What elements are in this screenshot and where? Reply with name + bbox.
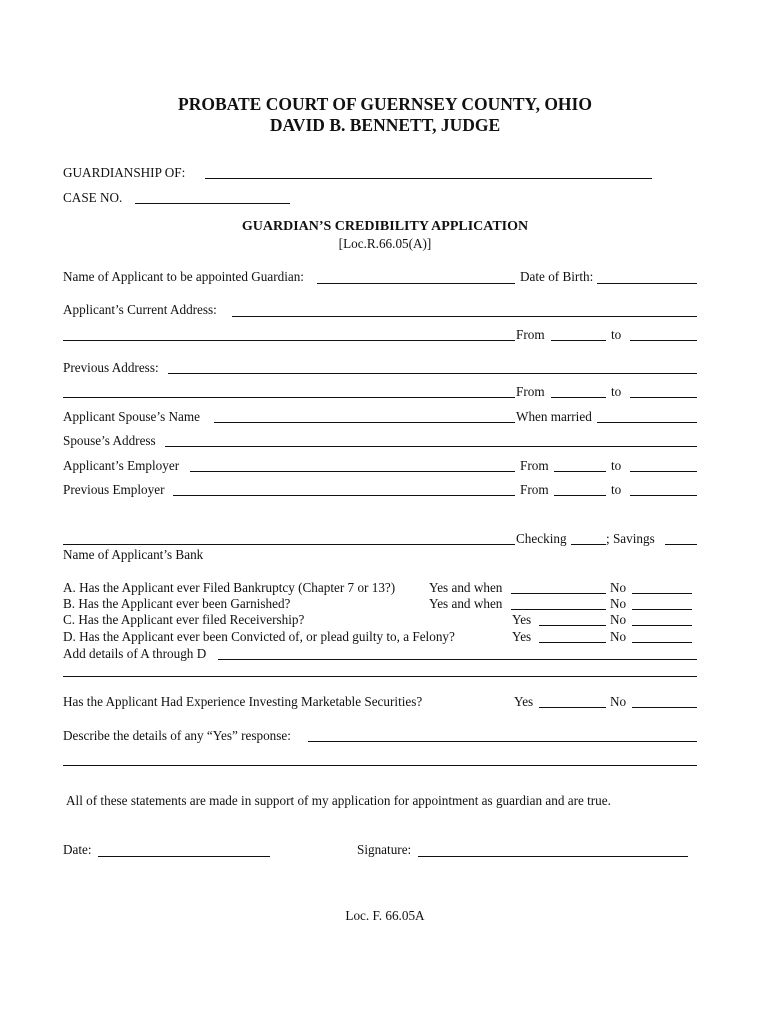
question-b-no-label: No bbox=[610, 596, 627, 611]
employer-field[interactable] bbox=[190, 471, 515, 472]
current-address-field[interactable] bbox=[232, 316, 697, 317]
current-from-label: From bbox=[516, 327, 545, 342]
question-b-yes-field[interactable] bbox=[511, 609, 606, 610]
employer-from-field[interactable] bbox=[554, 471, 606, 472]
savings-label: ; Savings bbox=[606, 531, 655, 546]
previous-address-line2[interactable] bbox=[63, 397, 515, 398]
checking-field[interactable] bbox=[571, 544, 606, 545]
question-a-no-field[interactable] bbox=[632, 593, 692, 594]
question-b-no-field[interactable] bbox=[632, 609, 692, 610]
bank-field[interactable] bbox=[63, 544, 515, 545]
case-no-field[interactable] bbox=[135, 203, 290, 204]
dob-field[interactable] bbox=[597, 283, 697, 284]
spouse-name-field[interactable] bbox=[214, 422, 515, 423]
investing-no-label: No bbox=[610, 694, 627, 709]
investing-yes-field[interactable] bbox=[539, 707, 606, 708]
question-c-no-field[interactable] bbox=[632, 625, 692, 626]
question-b-yes-label: Yes and when bbox=[429, 596, 503, 611]
question-a-yes-field[interactable] bbox=[511, 593, 606, 594]
signature-label: Signature: bbox=[357, 842, 412, 857]
prev-employer-to-field[interactable] bbox=[630, 495, 697, 496]
employer-from-label: From bbox=[520, 458, 549, 473]
form-title: GUARDIAN’S CREDIBILITY APPLICATION bbox=[241, 219, 529, 234]
question-c-yes-field[interactable] bbox=[539, 625, 606, 626]
when-married-label: When married bbox=[516, 409, 592, 424]
question-d-no-label: No bbox=[610, 629, 627, 644]
question-b: B. Has the Applicant ever been Garnished? bbox=[63, 596, 291, 611]
question-a: A. Has the Applicant ever Filed Bankruptcy (Chapter 7 or 13?) bbox=[63, 580, 396, 595]
prev-employer-from-label: From bbox=[520, 482, 549, 497]
question-d-yes-field[interactable] bbox=[539, 642, 606, 643]
judge-name: DAVID B. BENNETT, JUDGE bbox=[269, 115, 501, 135]
signature-field[interactable] bbox=[418, 856, 688, 857]
describe-line2[interactable] bbox=[63, 765, 697, 766]
current-address-label: Applicant’s Current Address: bbox=[63, 302, 217, 317]
savings-field[interactable] bbox=[665, 544, 697, 545]
current-address-line2[interactable] bbox=[63, 340, 515, 341]
question-a-yes-label: Yes and when bbox=[429, 580, 503, 595]
applicant-name-field[interactable] bbox=[317, 283, 515, 284]
guardianship-field[interactable] bbox=[205, 178, 652, 179]
checking-label: Checking bbox=[516, 531, 567, 546]
spouse-name-label: Applicant Spouse’s Name bbox=[63, 409, 200, 424]
when-married-field[interactable] bbox=[597, 422, 697, 423]
investing-question: Has the Applicant Had Experience Investing Marketable Securities? bbox=[63, 694, 423, 709]
form-footer: Loc. F. 66.05A bbox=[345, 908, 425, 923]
current-to-field[interactable] bbox=[630, 340, 697, 341]
employer-to-label: to bbox=[611, 458, 622, 473]
spouse-address-field[interactable] bbox=[165, 446, 697, 447]
prev-employer-to-label: to bbox=[611, 482, 622, 497]
previous-employer-label: Previous Employer bbox=[63, 482, 165, 497]
question-d: D. Has the Applicant ever been Convicted of, or plead guilty to, a Felony? bbox=[63, 629, 455, 644]
previous-from-field[interactable] bbox=[551, 397, 606, 398]
question-a-no-label: No bbox=[610, 580, 627, 595]
investing-yes-label: Yes bbox=[514, 694, 534, 709]
statement-text: All of these statements are made in support of my application for appointment as guardian and are true. bbox=[66, 793, 611, 808]
guardianship-label: GUARDIANSHIP OF: bbox=[63, 165, 186, 180]
add-details-line2[interactable] bbox=[63, 676, 697, 677]
investing-no-field[interactable] bbox=[632, 707, 697, 708]
previous-to-label: to bbox=[611, 384, 622, 399]
question-d-yes-label: Yes bbox=[512, 629, 532, 644]
date-label: Date: bbox=[63, 842, 92, 857]
court-title: PROBATE COURT OF GUERNSEY COUNTY, OHIO bbox=[178, 94, 592, 114]
question-c-no-label: No bbox=[610, 612, 627, 627]
previous-address-field[interactable] bbox=[168, 373, 697, 374]
employer-to-field[interactable] bbox=[630, 471, 697, 472]
previous-employer-field[interactable] bbox=[173, 495, 515, 496]
bank-label: Name of Applicant’s Bank bbox=[63, 547, 204, 562]
describe-field[interactable] bbox=[308, 741, 697, 742]
employer-label: Applicant’s Employer bbox=[63, 458, 180, 473]
previous-to-field[interactable] bbox=[630, 397, 697, 398]
prev-employer-from-field[interactable] bbox=[554, 495, 606, 496]
form-rule: [Loc.R.66.05(A)] bbox=[338, 236, 432, 251]
question-d-no-field[interactable] bbox=[632, 642, 692, 643]
add-details-field[interactable] bbox=[218, 659, 697, 660]
previous-from-label: From bbox=[516, 384, 545, 399]
spouse-address-label: Spouse’s Address bbox=[63, 433, 156, 448]
previous-address-label: Previous Address: bbox=[63, 360, 159, 375]
date-field[interactable] bbox=[98, 856, 270, 857]
current-from-field[interactable] bbox=[551, 340, 606, 341]
add-details-label: Add details of A through D bbox=[63, 646, 207, 661]
case-no-label: CASE NO. bbox=[63, 190, 123, 205]
dob-label: Date of Birth: bbox=[520, 269, 594, 284]
current-to-label: to bbox=[611, 327, 622, 342]
question-c-yes-label: Yes bbox=[512, 612, 532, 627]
describe-label: Describe the details of any “Yes” response: bbox=[63, 728, 291, 743]
question-c: C. Has the Applicant ever filed Receivership? bbox=[63, 612, 305, 627]
applicant-name-label: Name of Applicant to be appointed Guardian: bbox=[63, 269, 304, 284]
